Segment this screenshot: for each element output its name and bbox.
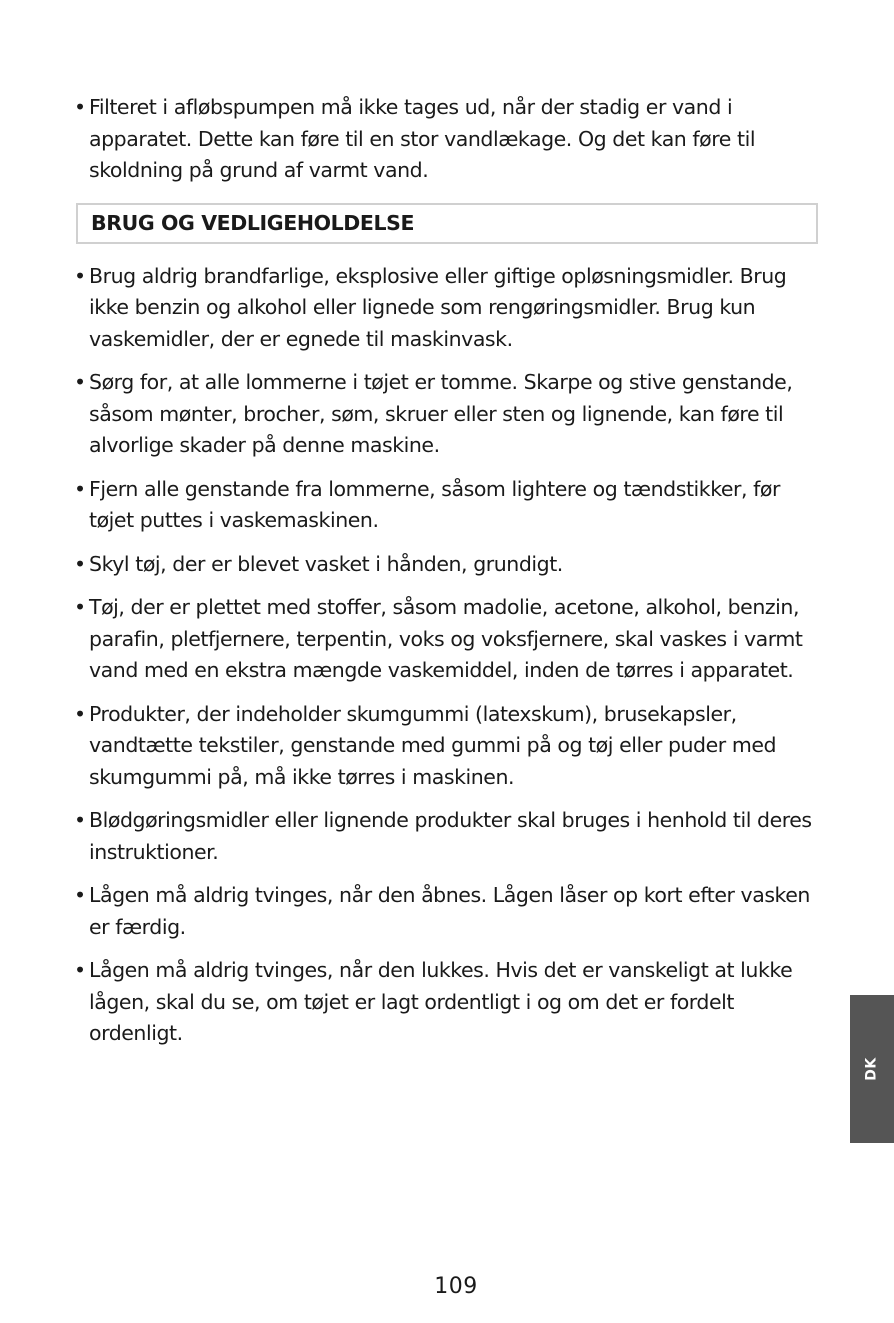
language-tab-label: DK [863, 1057, 880, 1081]
list-item-text: Blødgøringsmidler eller lignende produkter skal bruges i henhold til deres instruktioner. [89, 808, 812, 864]
list-item-text: Produkter, der indeholder skumgummi (latexskum), brusekapsler, vandtætte tekstiler, genstande med gummi på og tøj eller puder med skumgummi på, må ikke tørres i maskinen. [89, 701, 777, 789]
section-header-box [76, 203, 818, 244]
bullet-dot: • [74, 883, 86, 907]
list-item-text: Filteret i afløbspumpen må ikke tages ud, når der stadig er vand i apparatet. Dette kan føre til en stor vandlækage. Og det kan føre til skoldning på grund af varmt vand. [89, 95, 756, 182]
bullet-dot: • [74, 263, 86, 288]
bullet-dot: • [74, 595, 86, 619]
list-item [74, 592, 824, 687]
list-item [74, 955, 824, 1050]
bullet-dot: • [74, 808, 86, 832]
list-item-text: Fjern alle genstande fra lommerne, såsom lightere og tændstikker, før tøjet puttes i vaskemaskinen. [89, 476, 780, 532]
list-item [74, 92, 824, 187]
list-item [74, 880, 824, 943]
list-item-text: Lågen må aldrig tvinges, når den åbnes. Lågen låser op kort efter vasken er færdig. [89, 883, 810, 939]
page-content [74, 92, 824, 1062]
list-item [74, 699, 824, 794]
language-tab [850, 995, 894, 1143]
bullet-dot: • [74, 551, 86, 576]
bullet-dot: • [74, 701, 86, 726]
bullet-dot: • [74, 370, 86, 394]
list-item-text: Brug aldrig brandfarlige, eksplosive eller giftige opløsningsmidler. Brug ikke benzin og alkohol eller lignede som rengøringsmidler. Brug kun vaskemidler, der er egnede til maskinvask. [89, 263, 787, 351]
list-item [74, 367, 824, 462]
list-item-text: Tøj, der er plettet med stoffer, såsom madolie, acetone, alkohol, benzin, parafin, pletfjernere, terpentin, voks og voksfjernere, skal vaskes i varmt vand med en ekstra mængde vaskemiddel, inden de tørres i apparatet. [89, 595, 803, 682]
section-title: BRUG OG VEDLIGEHOLDELSE [91, 211, 415, 235]
list-item-text: Skyl tøj, der er blevet vasket i hånden, grundigt. [89, 551, 563, 576]
bullet-dot: • [74, 476, 86, 501]
list-item-text: Sørg for, at alle lommerne i tøjet er tomme. Skarpe og stive genstande, såsom mønter, brocher, søm, skruer eller sten og lignende, kan føre til alvorlige skader på denne maskine. [89, 370, 793, 457]
list-item [74, 805, 824, 868]
list-item [74, 549, 824, 581]
list-item [74, 261, 824, 356]
list-item-text: Lågen må aldrig tvinges, når den lukkes. Hvis det er vanskeligt at lukke lågen, skal du se, om tøjet er lagt ordentligt i og om det er fordelt ordenligt. [89, 958, 793, 1045]
safety-list [74, 261, 824, 1050]
intro-list [74, 92, 824, 187]
bullet-dot: • [74, 95, 86, 119]
bullet-dot: • [74, 958, 86, 982]
page-number: 109 [434, 1274, 478, 1299]
list-item [74, 474, 824, 537]
